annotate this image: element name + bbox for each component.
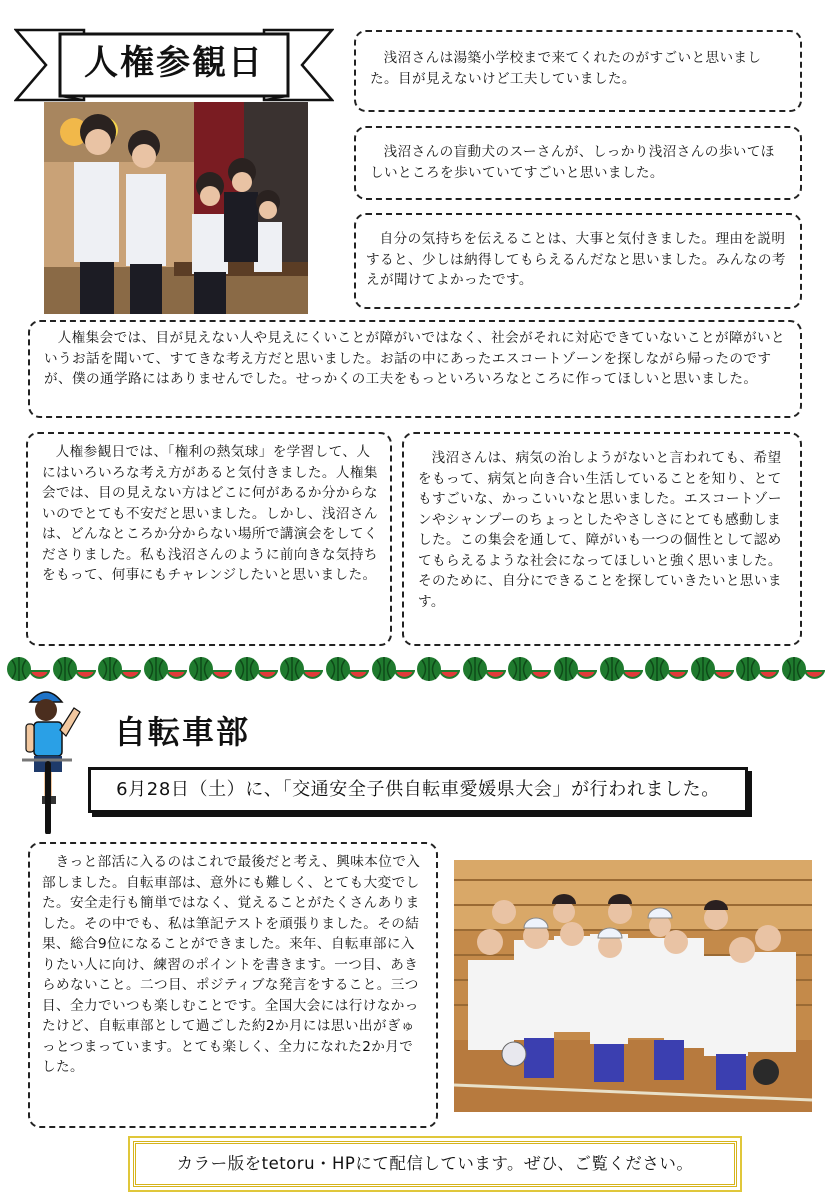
watermelon-icon [781,654,825,684]
watermelon-icon [279,654,323,684]
watermelon-icon [143,654,187,684]
comment-text: 浅沼さんは湯築小学校まで来てくれたのがすごいと思いました。目が見えないけど工夫していました。 [370,50,762,87]
watermelon-icon [97,654,141,684]
watermelon-icon [188,654,232,684]
watermelon-icon [234,654,278,684]
comment-box-1 [354,30,802,112]
cyclist-illustration-icon [22,684,84,834]
comment-text: 人権集会では、目が見えない人や見えにくいことが障がいではなく、社会がそれに対応できていないことが障がいというお話を聞いて、すてきな考え方だと思いました。お話の中にあったエスコートゾーンを探しながら帰ったのですが、僕の通学路にはありませんでした。せっかくの工夫をもっといろいろなところに作ってほしいと思いました。 [44,330,785,387]
comment-box-5 [26,432,392,646]
section-title-bicycle-club: 自転車部 [114,713,251,751]
watermelon-icon [735,654,779,684]
watermelon-icon [6,654,50,684]
footer-notice: カラー版をtetoru・HPにて配信しています。ぜひ、ご覧ください。 [133,1141,737,1187]
watermelon-icon [371,654,415,684]
watermelon-icon [52,654,96,684]
watermelon-divider [6,654,825,684]
section-title-jinken: 人権参観日 [84,43,264,83]
comment-box-2 [354,126,802,200]
comment-text: 人権参観日では、「権利の熱気球」を学習して、人にはいろいろな考え方があると気付きました。人権集会では、目の見えない方はどこに何があるか分からないのでとても不安だと思いました。しかし、浅沼さんは、どんなところか分からない場所で講演会をしてくださりました。私も浅沼さんのように前向きな気持ちをもって、何事にもチャレンジしたいと思いました。 [42,444,378,583]
watermelon-icon [599,654,643,684]
watermelon-icon [553,654,597,684]
essay-text: きっと部活に入るのはこれで最後だと考え、興味本位で入部しました。自転車部は、意外にも難しく、とても大変でした。安全走行も簡単ではなく、覚えることがたくさんありました。その中でも、私は筆記テストを頑張りました。その結果、総合9位になることができました。来年、自転車部に入りたい人に向け、練習のポイントを書きます。一つ目、あきらめないこと。二つ目、ポジティブな発言をすること。三つ目、全力でいつも楽しむことです。全国大会には行けなかったけど、自転車部として過ごした約2か月には思い出がぎゅっとつまっています。とても楽しく、全力になれた2か月でした。 [42,854,421,1075]
comment-box-4 [28,320,802,418]
watermelon-icon [690,654,734,684]
event-banner: 6月28日（土）に、「交通安全子供自転車愛媛県大会」が行われました。 [88,767,748,813]
photo-bicycle-club-group [454,860,812,1112]
photo-students-presenting [44,102,308,314]
watermelon-icon [507,654,551,684]
bicycle-club-essay-box [28,842,438,1128]
comment-text: 浅沼さんの盲動犬のスーさんが、しっかり浅沼さんの歩いてほしいところを歩いていてすごいと思いました。 [370,144,775,181]
comment-text: 自分の気持ちを伝えることは、大事と気付きました。理由を説明すると、少しは納得してもらえるんだなと思いました。みんなの考えが聞けてよかったです。 [366,231,786,288]
comment-box-6 [402,432,802,646]
watermelon-icon [644,654,688,684]
comment-text: 浅沼さんは、病気の治しようがないと言われても、希望をもって、病気と向き合い生活していることを知り、とてもすごいな、かっこいいなと思いました。エスコートゾーンやシャンプーのちょっとしたやさしさにとても感動しました。この集会を通して、障がいも一つの個性として認めてもらえるような社会になってほしいと強く思いました。そのために、自分にできることを探していきたいと思います。 [418,450,782,610]
comment-box-3 [354,213,802,309]
watermelon-icon [325,654,369,684]
watermelon-icon [416,654,460,684]
watermelon-icon [462,654,506,684]
